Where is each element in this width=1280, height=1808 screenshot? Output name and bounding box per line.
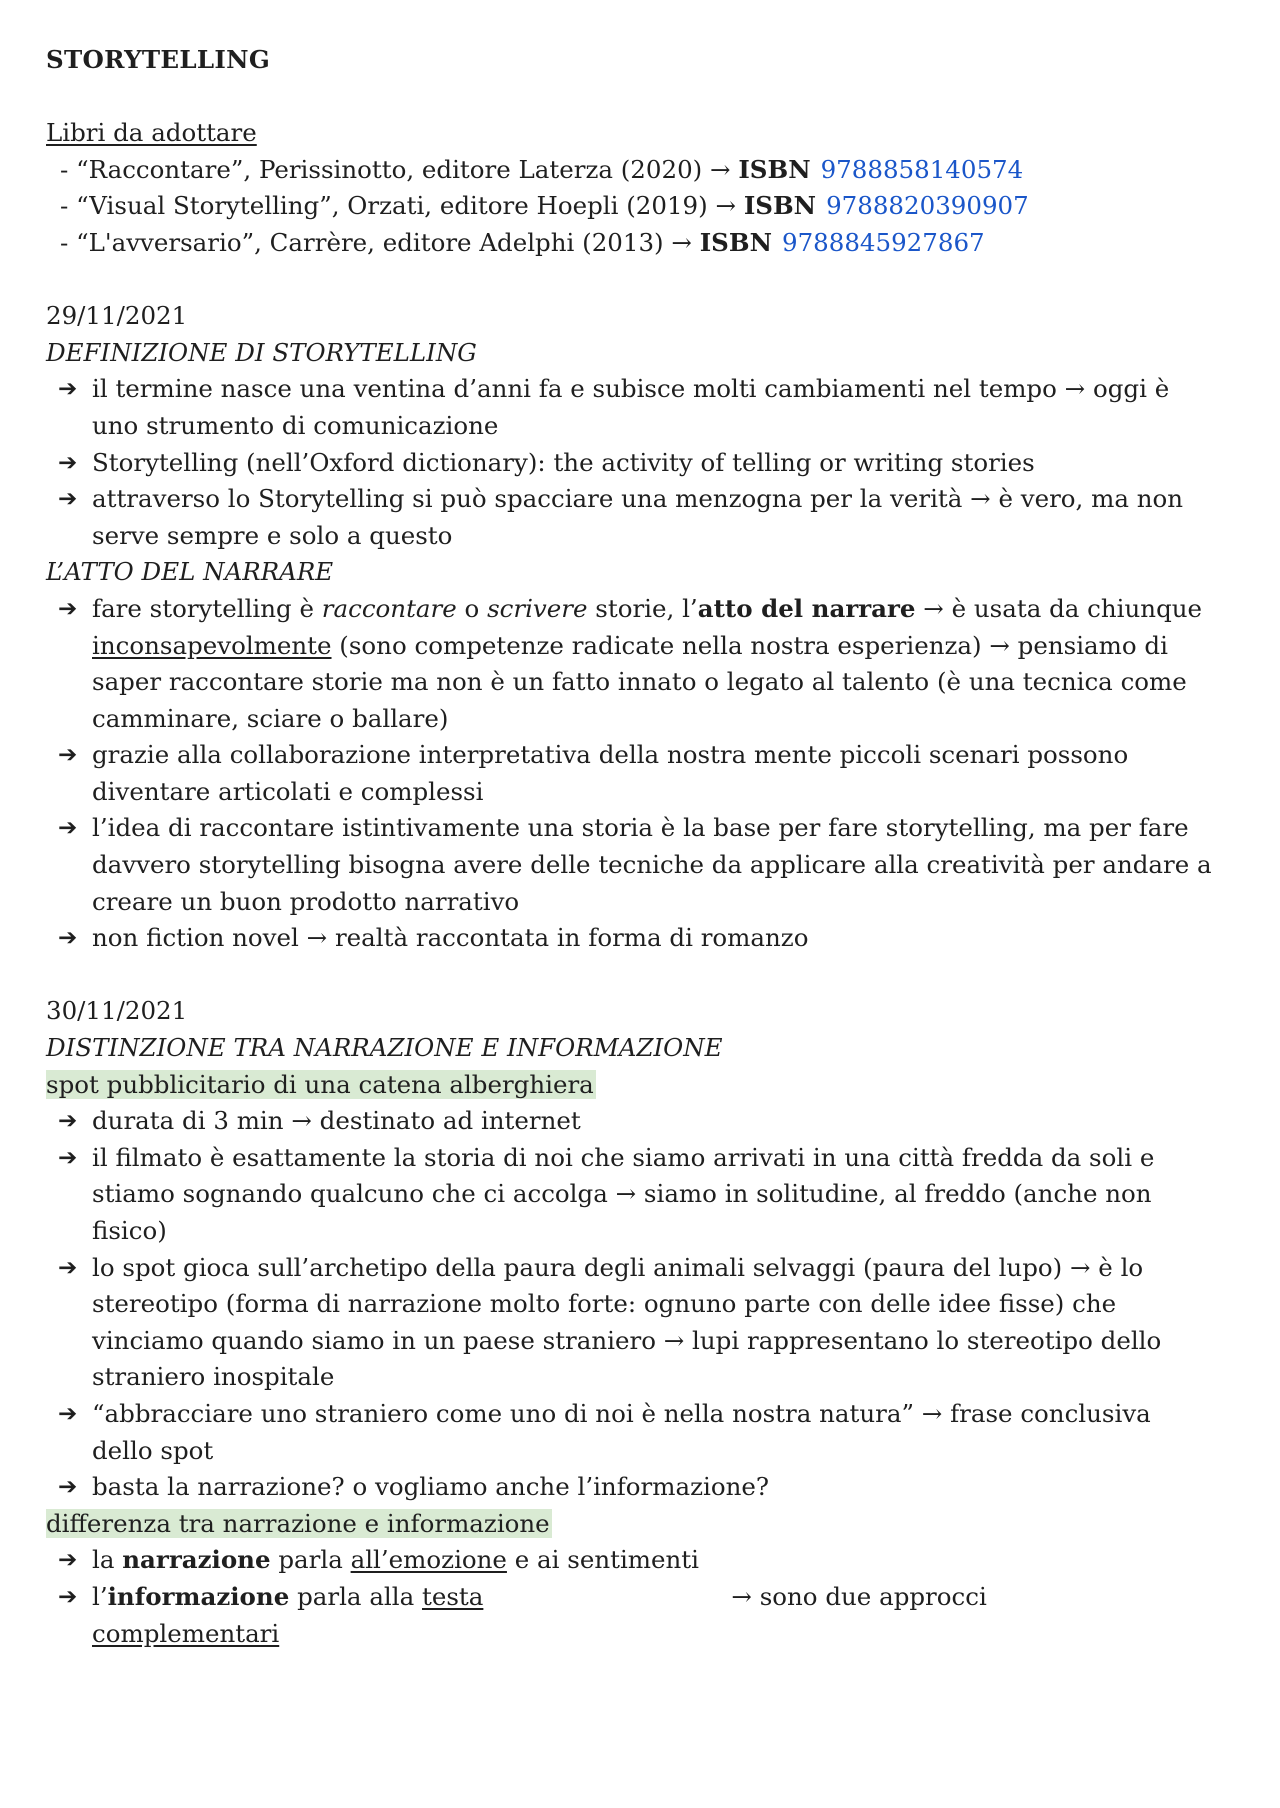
highlighted-subheading: differenza tra narrazione e informazione [46,1508,550,1538]
list-item: ➔ fare storytelling è raccontare o scrivere storie, l’atto del narrare → è usata da chiunque inconsapevolmente (sono competenze radicate nella nostra esperienza) → pensiamo di saper raccontare storie ma non è un fatto innato o legato al talento (è una tecnica come camminare, sciare o ballare) [46,591,1217,737]
list-item: ➔ grazie alla collaborazione interpretativa della nostra mente piccoli scenari possono diventare articolati e complessi [46,737,1217,810]
arrow-bullet-icon: ➔ [58,486,78,513]
arrow-bullet-icon: ➔ [58,595,78,622]
session-date: 29/11/2021 [46,301,188,331]
document-title: STORYTELLING [46,45,271,74]
list-item: ➔ la narrazione parla all’emozione e ai sentimenti [46,1542,1217,1579]
bullet-list [46,1542,1196,1652]
section-heading: DEFINIZIONE DI STORYTELLING [46,337,477,367]
arrow-bullet-icon: ➔ [58,449,78,476]
isbn-link[interactable]: 9788845927867 [781,227,985,257]
isbn-label: ISBN [743,191,817,221]
book-item [46,225,1196,262]
list-item: ➔ “abbracciare uno straniero come uno di noi è nella nostra natura” → frase conclusiva dello spot [46,1396,1217,1469]
list-item: ➔ il termine nasce una ventina d’anni fa e subisce molti cambiamenti nel tempo → oggi è uno strumento di comunicazione [46,371,1217,444]
arrow-bullet-icon: ➔ [58,1400,78,1427]
list-item: ➔ lo spot gioca sull’archetipo della paura degli animali selvaggi (paura del lupo) → è lo stereotipo (forma di narrazione molto forte: ognuno parte con delle idee fisse) che vinciamo quando siamo in un paese straniero → lupi rappresentano lo stereotipo dello straniero inospitale [46,1250,1217,1396]
arrow-bullet-icon: ➔ [58,1583,78,1610]
arrow-bullet-icon: ➔ [58,1108,78,1135]
arrow-bullet-icon: ➔ [58,925,78,952]
list-item: ➔ attraverso lo Storytelling si può spacciare una menzogna per la verità → è vero, ma non serve sempre e solo a questo [46,481,1217,554]
isbn-label: ISBN [699,227,772,257]
section-heading: DISTINZIONE TRA NARRAZIONE E INFORMAZIONE [46,1033,723,1063]
list-item: ➔ basta la narrazione? o vogliamo anche l’informazione? [46,1469,1217,1506]
arrow-bullet-icon: ➔ [58,376,78,403]
document-page [46,42,1212,1652]
session-date: 30/11/2021 [46,996,188,1026]
isbn-label: ISBN [738,154,811,184]
list-item: ➔ durata di 3 min → destinato ad internet [46,1103,1217,1140]
book-text: - “Visual Storytelling”, Orzati, editore Hoepli (2019) → [60,191,744,221]
arrow-bullet-icon: ➔ [58,815,78,842]
list-item: ➔ l’informazione parla alla testa → sono due approcci complementari [46,1579,1217,1652]
arrow-bullet-icon: ➔ [58,1474,78,1501]
list-item: ➔ non fiction novel → realtà raccontata in forma di romanzo [46,920,1217,957]
section-heading: L’ATTO DEL NARRARE [46,557,334,587]
arrow-bullet-icon: ➔ [58,1144,78,1171]
highlighted-subheading: spot pubblicitario di una catena alberghiera [46,1069,594,1099]
books-heading: Libri da adottare [46,118,257,148]
bullet-list [46,591,1212,957]
isbn-link[interactable]: 9788858140574 [820,154,1024,184]
book-text: - “L'avversario”, Carrère, editore Adelphi (2013) → [60,227,700,257]
book-text: - “Raccontare”, Perissinotto, editore Laterza (2020) → [60,154,739,184]
arrow-bullet-icon: ➔ [58,1547,78,1574]
arrow-bullet-icon: ➔ [58,1254,78,1281]
bullet-list [46,1103,1196,1506]
bullet-list [46,371,1196,554]
list-item: ➔ Storytelling (nell’Oxford dictionary): the activity of telling or writing stories [46,445,1217,482]
book-item [46,152,1196,189]
book-item [46,188,1196,225]
arrow-bullet-icon: ➔ [58,742,78,769]
isbn-link[interactable]: 9788820390907 [826,191,1029,221]
list-item: ➔ il filmato è esattamente la storia di noi che siamo arrivati in una città fredda da soli e stiamo sognando qualcuno che ci accolga → siamo in solitudine, al freddo (anche non fisico) [46,1140,1217,1250]
list-item: ➔ l’idea di raccontare istintivamente una storia è la base per fare storytelling, ma per fare davvero storytelling bisogna avere delle tecniche da applicare alla creatività per andare a creare un buon prodotto narrativo [46,810,1217,920]
